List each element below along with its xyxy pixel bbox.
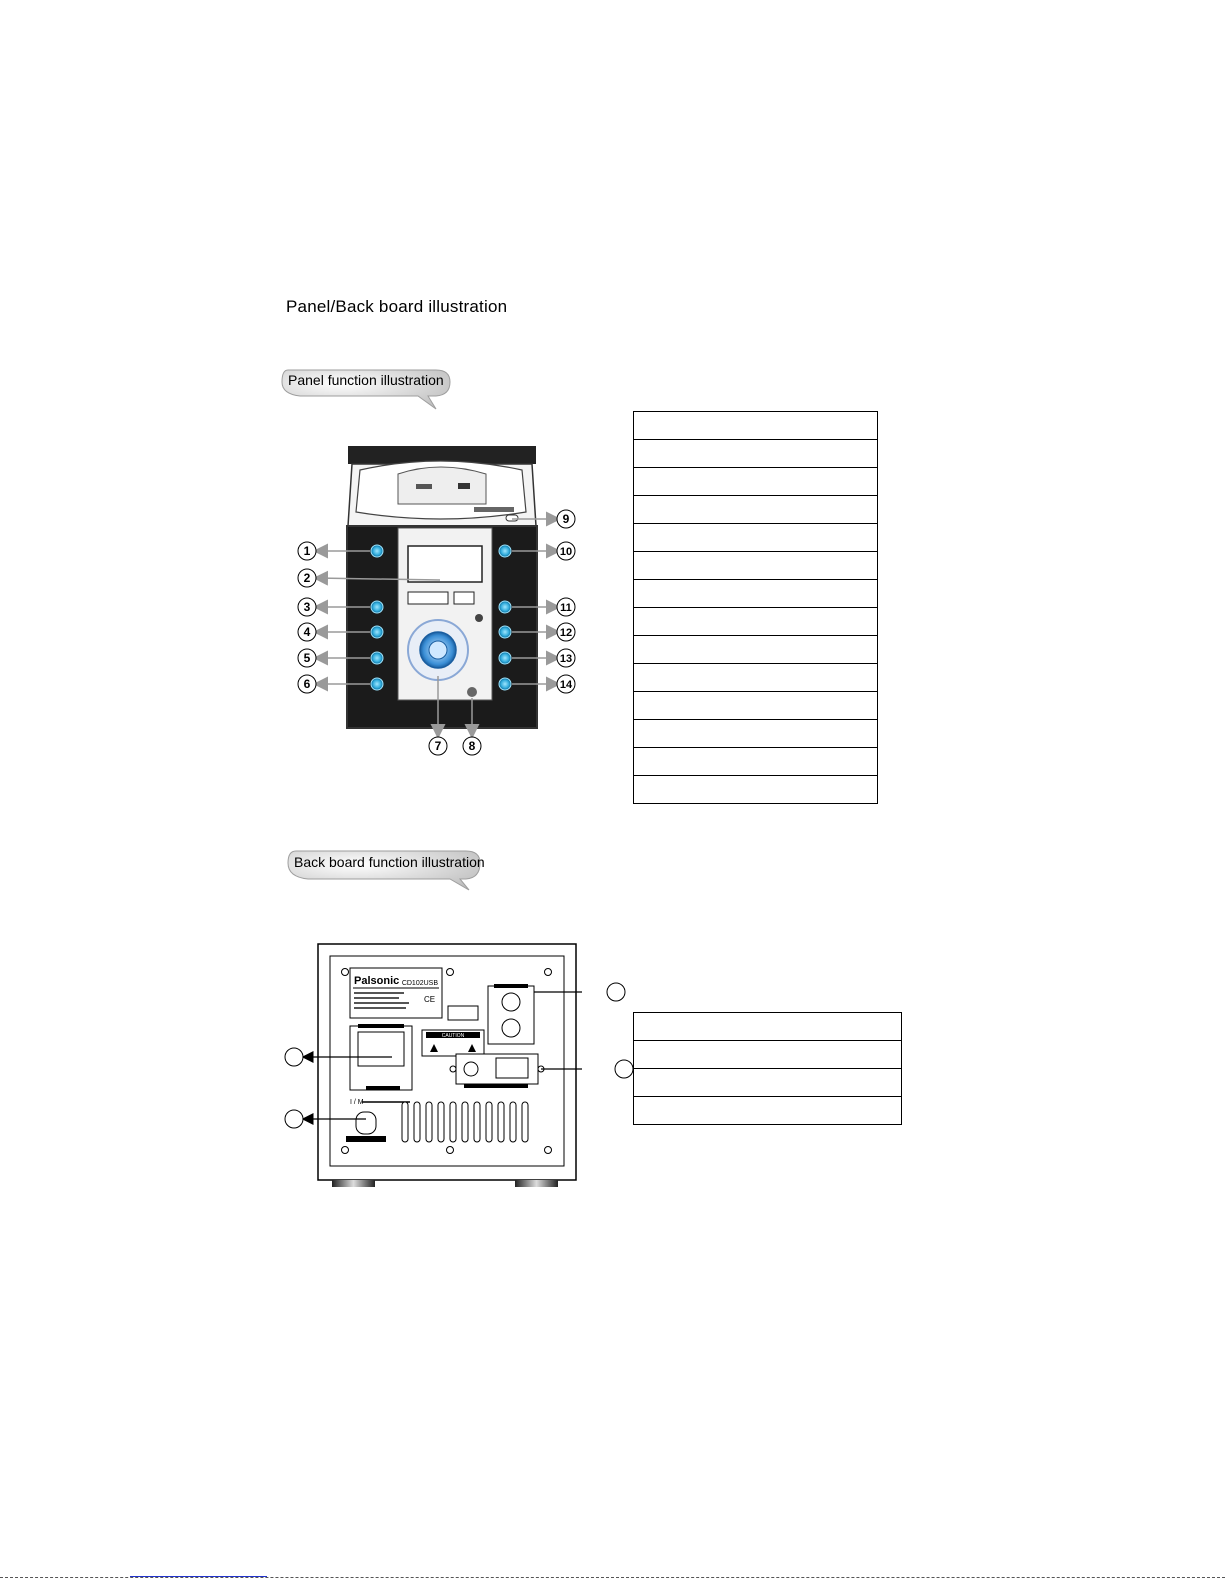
back-label-row <box>634 1097 902 1125</box>
footer-link-underline[interactable] <box>130 1576 267 1577</box>
panel-label-row <box>634 468 878 496</box>
panel-label-row-cell <box>634 664 878 692</box>
back-label-row-cell <box>634 1069 902 1097</box>
svg-text:CE: CE <box>424 995 436 1004</box>
back-label-row <box>634 1069 902 1097</box>
panel-label-row-cell <box>634 524 878 552</box>
panel-label-row-cell <box>634 720 878 748</box>
footer-divider <box>0 1577 1225 1578</box>
panel-label-row <box>634 524 878 552</box>
panel-label-row-cell <box>634 468 878 496</box>
panel-label-row <box>634 608 878 636</box>
panel-label-row <box>634 440 878 468</box>
panel-label-row-cell <box>634 440 878 468</box>
back-heading-bubble <box>284 846 484 892</box>
back-label-table <box>633 1012 902 1125</box>
back-callouts-right <box>596 980 636 1090</box>
panel-label-row-cell <box>634 496 878 524</box>
panel-label-row <box>634 664 878 692</box>
panel-callout-8: 8 <box>468 739 476 753</box>
panel-label-row-cell <box>634 608 878 636</box>
panel-callout-14: 14 <box>559 679 573 691</box>
back-label-row <box>634 1041 902 1069</box>
panel-label-row <box>634 496 878 524</box>
back-board-diagram <box>282 940 582 1192</box>
back-label-row-cell <box>634 1013 902 1041</box>
back-label-row-cell <box>634 1097 902 1125</box>
back-label-row <box>634 1013 902 1041</box>
panel-label-row <box>634 748 878 776</box>
caution-label: CAUTION <box>441 1033 465 1039</box>
panel-callout-7: 7 <box>434 739 442 753</box>
panel-label-row-cell <box>634 412 878 440</box>
back-heading: Back board function illustration <box>294 854 485 870</box>
panel-label-row <box>634 412 878 440</box>
panel-callout-6: 6 <box>303 677 311 691</box>
panel-callout-9: 9 <box>562 512 570 526</box>
panel-callout-13: 13 <box>559 653 573 665</box>
front-panel-diagram <box>290 440 590 760</box>
panel-callout-12: 12 <box>559 627 573 639</box>
panel-label-row <box>634 776 878 804</box>
panel-callout-11: 11 <box>560 602 572 614</box>
panel-label-row-cell <box>634 748 878 776</box>
panel-callout-1: 1 <box>303 544 311 558</box>
panel-label-row-cell <box>634 692 878 720</box>
panel-label-table <box>633 411 878 804</box>
panel-label-row-cell <box>634 776 878 804</box>
page-title: Panel/Back board illustration <box>286 297 508 316</box>
panel-callout-5: 5 <box>303 651 311 665</box>
panel-label-row <box>634 580 878 608</box>
brand-label: Palsonic <box>354 975 400 987</box>
panel-label-row-cell <box>634 552 878 580</box>
back-label-row-cell <box>634 1041 902 1069</box>
model-label: CD102USB <box>401 980 438 987</box>
panel-callout-3: 3 <box>303 600 311 614</box>
panel-label-row-cell <box>634 580 878 608</box>
panel-label-row <box>634 636 878 664</box>
svg-text:I / M: I / M <box>350 1099 364 1106</box>
panel-heading: Panel function illustration <box>288 372 444 388</box>
panel-label-row <box>634 720 878 748</box>
panel-callout-2: 2 <box>303 571 311 585</box>
panel-label-row <box>634 692 878 720</box>
panel-callout-4: 4 <box>303 625 311 639</box>
panel-label-row <box>634 552 878 580</box>
panel-heading-bubble <box>278 365 453 411</box>
panel-callout-10: 10 <box>559 546 573 558</box>
panel-label-row-cell <box>634 636 878 664</box>
